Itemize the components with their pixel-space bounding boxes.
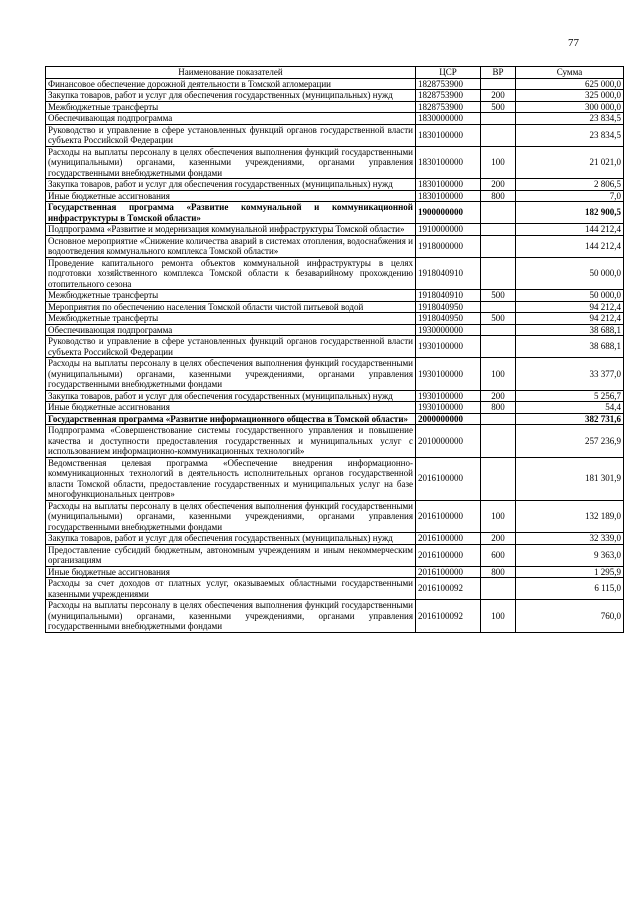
table-row	[46, 101, 624, 113]
cell-sum: 132 189,0	[516, 500, 624, 533]
cell-sum: 144 212,4	[516, 235, 624, 257]
cell-name: Основное мероприятие «Снижение количества аварий в системах отопления, водоснабжения и водоотведения коммунального комплекса Томской области»	[46, 235, 416, 257]
cell-csr: 1910000000	[416, 224, 481, 236]
cell-csr: 1918040950	[416, 301, 481, 313]
column-header-vr: ВР	[481, 67, 516, 79]
table-row	[46, 533, 624, 545]
table-row	[46, 235, 624, 257]
cell-vr	[481, 78, 516, 90]
cell-vr	[481, 235, 516, 257]
cell-csr: 1830000000	[416, 113, 481, 125]
cell-vr: 200	[481, 179, 516, 191]
cell-csr: 1930100000	[416, 402, 481, 414]
budget-table	[45, 66, 624, 633]
table-row	[46, 324, 624, 336]
table-row	[46, 390, 624, 402]
table-body	[46, 78, 624, 632]
cell-sum: 94 212,4	[516, 301, 624, 313]
cell-name: Межбюджетные трансферты	[46, 290, 416, 302]
column-header-name: Наименование показателей	[46, 67, 416, 79]
cell-sum: 760,0	[516, 600, 624, 633]
cell-vr: 100	[481, 600, 516, 633]
cell-sum: 7,0	[516, 190, 624, 202]
page-number: 77	[568, 37, 579, 49]
cell-csr: 2016100000	[416, 533, 481, 545]
cell-name: Проведение капитального ремонта объектов коммунальной инфраструктуры в целях подготовки хозяйственного комплекса Томской области к безаварийному прохождению отопительного сезона	[46, 257, 416, 290]
cell-name: Обеспечивающая подпрограмма	[46, 113, 416, 125]
cell-csr: 2016100000	[416, 457, 481, 500]
cell-vr	[481, 578, 516, 600]
cell-vr	[481, 413, 516, 425]
cell-name: Расходы за счет доходов от платных услуг, оказываемых областными государственными казенными учреждениями	[46, 578, 416, 600]
cell-sum: 38 688,1	[516, 324, 624, 336]
cell-csr: 1930100000	[416, 390, 481, 402]
table-header-row	[46, 67, 624, 79]
cell-name: Расходы на выплаты персоналу в целях обеспечения выполнения функций государственными (муниципальными) органами, казенными учреждениями, органами управления государственными внебюджетными фондами	[46, 600, 416, 633]
table-row	[46, 190, 624, 202]
cell-vr	[481, 113, 516, 125]
cell-name: Закупка товаров, работ и услуг для обеспечения государственных (муниципальных) нужд	[46, 179, 416, 191]
cell-vr: 500	[481, 313, 516, 325]
cell-vr: 600	[481, 544, 516, 566]
cell-name: Иные бюджетные ассигнования	[46, 566, 416, 578]
cell-sum: 625 000,0	[516, 78, 624, 90]
cell-csr: 1918040950	[416, 313, 481, 325]
cell-vr	[481, 124, 516, 146]
cell-csr: 1828753900	[416, 78, 481, 90]
cell-csr: 2016100000	[416, 500, 481, 533]
cell-vr	[481, 425, 516, 458]
cell-name: Мероприятия по обеспечению населения Томской области чистой питьевой водой	[46, 301, 416, 313]
cell-csr: 2016100092	[416, 600, 481, 633]
cell-csr: 1900000000	[416, 202, 481, 224]
cell-name: Руководство и управление в сфере установленных функций органов государственной власти субъекта Российской Федерации	[46, 124, 416, 146]
cell-vr: 100	[481, 500, 516, 533]
cell-name: Ведомственная целевая программа «Обеспечение внедрения информационно-коммуникационных технологий в деятельность исполнительных органов государственной власти Томской области, предоставление государственных и муниципальных услуг на базе многофункциональных центров»	[46, 457, 416, 500]
cell-csr: 1830100000	[416, 179, 481, 191]
cell-sum: 2 806,5	[516, 179, 624, 191]
cell-vr: 800	[481, 402, 516, 414]
table-row	[46, 113, 624, 125]
cell-vr: 500	[481, 101, 516, 113]
cell-csr: 1830100000	[416, 146, 481, 179]
cell-name: Закупка товаров, работ и услуг для обеспечения государственных (муниципальных) нужд	[46, 390, 416, 402]
cell-sum: 6 115,0	[516, 578, 624, 600]
cell-name: Межбюджетные трансферты	[46, 101, 416, 113]
cell-name: Подпрограмма «Развитие и модернизация коммунальной инфраструктуры Томской области»	[46, 224, 416, 236]
cell-name: Предоставление субсидий бюджетным, автономным учреждениям и иным некоммерческим организациям	[46, 544, 416, 566]
cell-vr: 200	[481, 533, 516, 545]
table-row	[46, 202, 624, 224]
table-row	[46, 544, 624, 566]
cell-vr	[481, 202, 516, 224]
table-row	[46, 124, 624, 146]
cell-name: Иные бюджетные ассигнования	[46, 190, 416, 202]
cell-csr: 2016100092	[416, 578, 481, 600]
cell-csr: 2016100000	[416, 544, 481, 566]
column-header-csr: ЦСР	[416, 67, 481, 79]
cell-sum: 144 212,4	[516, 224, 624, 236]
cell-sum: 5 256,7	[516, 390, 624, 402]
cell-vr	[481, 224, 516, 236]
cell-vr: 200	[481, 390, 516, 402]
cell-sum: 181 301,9	[516, 457, 624, 500]
table-row	[46, 566, 624, 578]
cell-name: Межбюджетные трансферты	[46, 313, 416, 325]
cell-sum: 1 295,9	[516, 566, 624, 578]
table-row	[46, 413, 624, 425]
cell-sum: 325 000,0	[516, 90, 624, 102]
table-row	[46, 90, 624, 102]
table-row	[46, 301, 624, 313]
cell-name: Руководство и управление в сфере установленных функций органов государственной власти субъекта Российской Федерации	[46, 336, 416, 358]
cell-name: Государственная программа «Развитие информационного общества в Томской области»	[46, 413, 416, 425]
cell-csr: 2016100000	[416, 566, 481, 578]
column-header-sum: Сумма	[516, 67, 624, 79]
cell-name: Иные бюджетные ассигнования	[46, 402, 416, 414]
cell-sum: 94 212,4	[516, 313, 624, 325]
cell-name: Подпрограмма «Совершенствование системы государственного управления и повышение качества и доступности предоставления государственных и муниципальных услуг с использованием информационно-коммуникационных технологий»	[46, 425, 416, 458]
cell-sum: 23 834,5	[516, 113, 624, 125]
cell-sum: 300 000,0	[516, 101, 624, 113]
cell-sum: 38 688,1	[516, 336, 624, 358]
table-row	[46, 224, 624, 236]
cell-csr: 1918000000	[416, 235, 481, 257]
cell-name: Расходы на выплаты персоналу в целях обеспечения выполнения функций государственными (муниципальными) органами, казенными учреждениями, органами управления государственными внебюджетными фондами	[46, 500, 416, 533]
cell-vr	[481, 301, 516, 313]
cell-sum: 54,4	[516, 402, 624, 414]
cell-csr: 1930100000	[416, 358, 481, 391]
cell-vr: 200	[481, 90, 516, 102]
cell-csr: 1930100000	[416, 336, 481, 358]
cell-name: Расходы на выплаты персоналу в целях обеспечения выполнения функций государственными (муниципальными) органами, казенными учреждениями, органами управления государственными внебюджетными фондами	[46, 146, 416, 179]
cell-vr: 800	[481, 566, 516, 578]
cell-sum: 33 377,0	[516, 358, 624, 391]
cell-sum: 23 834,5	[516, 124, 624, 146]
cell-sum: 9 363,0	[516, 544, 624, 566]
cell-sum: 257 236,9	[516, 425, 624, 458]
cell-vr	[481, 257, 516, 290]
cell-csr: 1830100000	[416, 124, 481, 146]
cell-vr: 800	[481, 190, 516, 202]
cell-name: Закупка товаров, работ и услуг для обеспечения государственных (муниципальных) нужд	[46, 90, 416, 102]
cell-sum: 50 000,0	[516, 290, 624, 302]
cell-name: Государственная программа «Развитие коммунальной и коммуникационной инфраструктуры в Томской области»	[46, 202, 416, 224]
table-row	[46, 179, 624, 191]
cell-csr: 1830100000	[416, 190, 481, 202]
cell-vr: 100	[481, 146, 516, 179]
table-row	[46, 313, 624, 325]
cell-csr: 1828753900	[416, 101, 481, 113]
cell-sum: 50 000,0	[516, 257, 624, 290]
cell-sum: 382 731,6	[516, 413, 624, 425]
table-row	[46, 500, 624, 533]
table-row	[46, 78, 624, 90]
cell-name: Расходы на выплаты персоналу в целях обеспечения выполнения функций государственными (муниципальными) органами, казенными учреждениями, органами управления государственными внебюджетными фондами	[46, 358, 416, 391]
cell-name: Обеспечивающая подпрограмма	[46, 324, 416, 336]
table-row	[46, 600, 624, 633]
table-row	[46, 336, 624, 358]
cell-vr	[481, 324, 516, 336]
cell-vr: 500	[481, 290, 516, 302]
table-row	[46, 358, 624, 391]
cell-csr: 1930000000	[416, 324, 481, 336]
cell-csr: 1918040910	[416, 257, 481, 290]
table-row	[46, 578, 624, 600]
cell-name: Закупка товаров, работ и услуг для обеспечения государственных (муниципальных) нужд	[46, 533, 416, 545]
cell-csr: 1918040910	[416, 290, 481, 302]
cell-csr: 2000000000	[416, 413, 481, 425]
cell-vr	[481, 336, 516, 358]
table-row	[46, 257, 624, 290]
cell-csr: 1828753900	[416, 90, 481, 102]
cell-name: Финансовое обеспечение дорожной деятельности в Томской агломерации	[46, 78, 416, 90]
cell-sum: 32 339,0	[516, 533, 624, 545]
table-row	[46, 402, 624, 414]
cell-sum: 182 900,5	[516, 202, 624, 224]
cell-vr: 100	[481, 358, 516, 391]
table-row	[46, 457, 624, 500]
table-row	[46, 146, 624, 179]
cell-sum: 21 021,0	[516, 146, 624, 179]
cell-csr: 2010000000	[416, 425, 481, 458]
table-row	[46, 290, 624, 302]
cell-vr	[481, 457, 516, 500]
table-row	[46, 425, 624, 458]
